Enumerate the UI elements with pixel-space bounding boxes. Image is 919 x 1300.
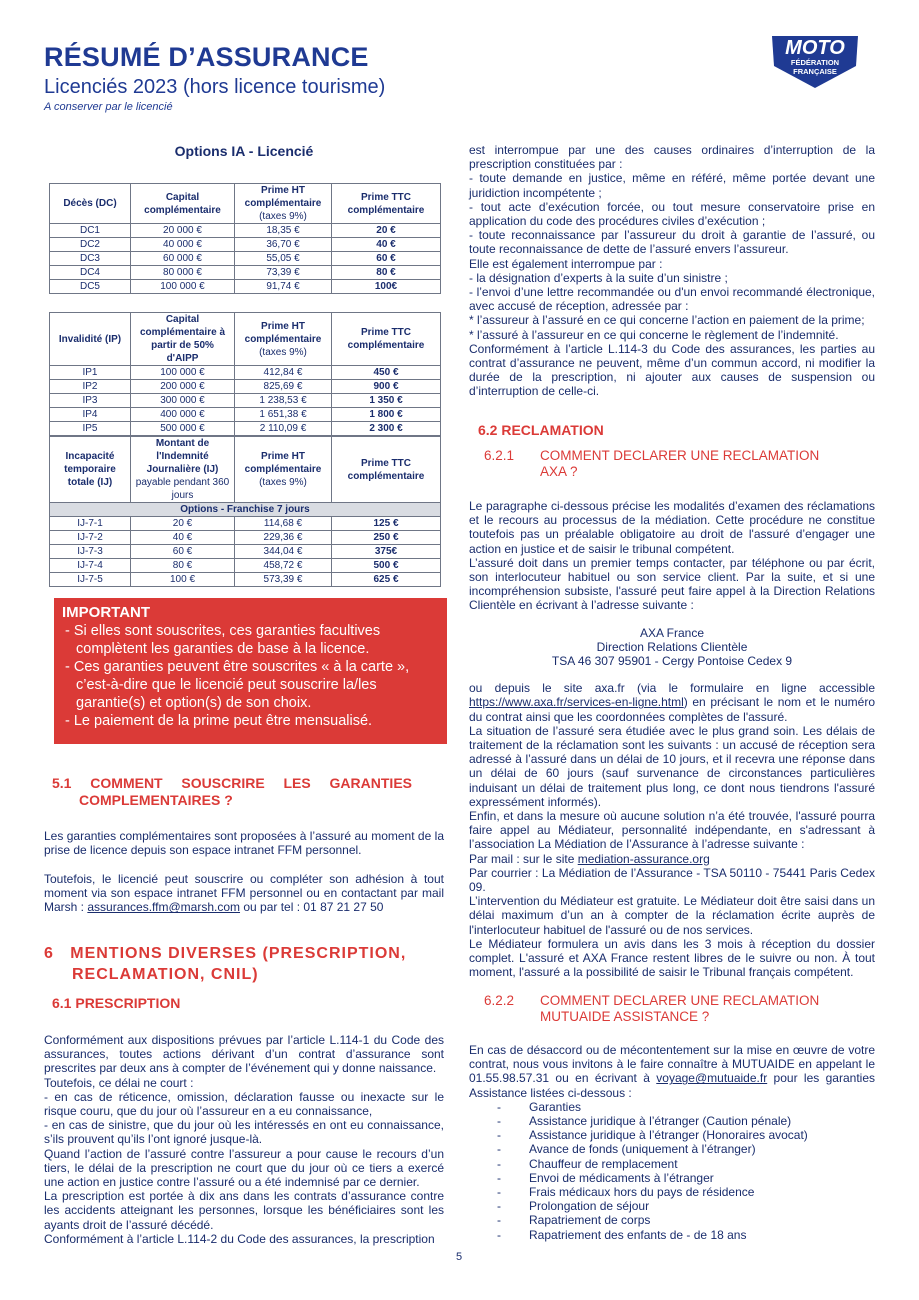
mutuaide-email-link[interactable]: voyage@mutuaide.fr [656, 1071, 768, 1086]
franchise-bar: Options - Franchise 7 jours [50, 503, 441, 517]
deces-table [49, 183, 441, 294]
mediation-link[interactable]: mediation-assurance.org [577, 851, 710, 866]
list-item: - Frais médicaux hors du pays de résidence [497, 1185, 755, 1200]
keep-note: A conserver par le licencié [44, 101, 173, 113]
col-header: Montant de l'Indemnité Journalière (IJ) payable pendant 360 jours [131, 437, 235, 503]
table-row: IP3 300 000 € 1 238,53 € 1 350 € [50, 394, 441, 408]
col-header: Prime TTC complémentaire [332, 184, 441, 224]
important-item: - Le paiement de la prime peut être mensualisé. [65, 713, 373, 729]
incapacite-table [49, 436, 441, 587]
section-5-1-p1: Les garanties complémentaires sont proposées à l’assuré au moment de la prise de licence depuis son espace intranet FFM personnel. [44, 829, 444, 858]
section-6-2-2-number: 6.2.2 [484, 993, 515, 1008]
table-row: IP4 400 000 € 1 651,38 € 1 800 € [50, 408, 441, 422]
section-6-2-2-heading: COMMENT DECLARER UNE RECLAMATION MUTUAIDE ASSISTANCE ? [540, 993, 820, 1024]
list-item: - Garanties [497, 1099, 582, 1114]
table-row: IJ-7-3 60 € 344,04 € 375€ [50, 545, 441, 559]
logo-word: MOTO [785, 37, 845, 59]
table-row: IJ-7-1 20 € 114,68 € 125 € [50, 517, 441, 531]
section-6-2-heading: 6.2 RECLAMATION [478, 422, 604, 438]
table-row: DC3 60 000 € 55,05 € 60 € [50, 252, 441, 266]
list-item: - Assistance juridique à l’étranger (Honoraires avocat) [497, 1128, 808, 1143]
reclamation-axa-text: Le paragraphe ci-dessous précise les modalités d’examen des réclamations et le recours au processus de la médiation. Cette procédure ne constitue toutefois pas un préalable obligatoire au droit de l'assuré d’engager une action en justice et de saisir le tribunal compétent. L’assuré doit dans un premier temps contacter, par téléphone ou par écrit, son interlocuteur habituel ou son service client. Par la suite, et si une incompréhension subsiste, l'assuré peut faire appel à la Direction Relations Clientèle en écrivant à l’adresse suivante : AXA France Direction Relations Clientèle TSA 46 307 95901 - Cergy Pontoise Cedex 9 ou depuis le site axa.fr (via le formulaire en ligne accessible https://www.axa.fr/services-en-ligne.html) en précisant le nom et le numéro du contrat ainsi que les coordonnées complètes de l'assuré. La situation de l’assuré sera étudiée avec le plus grand soin. Les délais de traitement de la réclamation sont les suivants : un accusé de réception sera adressé à l’assuré dans un délai de 10 jours, et il recevra une réponse dans un délai de 60 jours (sauf survenance de circonstances particulières induisant un délai de traitement plus long, ce dont nous tiendrons l'assuré expressément informés). Enfin, et dans la mesure où aucune solution n’a été trouvée, l'assuré pourra faire appel au Médiateur, personnalité indépendante, en s'adressant à l’association La Médiation de l’Assurance à l’adresse suivante : Par mail : sur le site mediation-assurance.org Par courrier : La Médiation de l’Assurance - TSA 50110 - 75441 Paris Cedex 09. L’intervention du Médiateur est gratuite. Le Médiateur doit être saisi dans un délai maximum d’un an à compter de la réclamation écrite auprès de l'interlocuteur habituel de l'assuré ou de nos services. Le Médiateur formulera un avis dans les 3 mois à réception du dossier complet. L'assuré et AXA France restent libres de le suivre ou non. À tout moment, l'assuré a la possibilité de saisir le Tribunal français compétent. [469, 499, 875, 980]
document-subtitle: Licenciés 2023 (hors licence tourisme) [44, 76, 386, 98]
list-item: - Rapatriement des enfants de - de 18 ans [497, 1227, 747, 1242]
col-header: Incapacité temporaire totale (IJ) [50, 437, 131, 503]
reclamation-mutuaide-text: En cas de désaccord ou de mécontentement sur la mise en œuvre de votre contrat, nous vous invitons à le faire connaître à MUTUAIDE en appelant le 01.55.98.57.31 ou en écrivant à voyage@mutuaide.fr pour les garanties Assistance listées ci-dessous : - Garanties - Assistance juridique à l’étranger (Caution pénale) - Assistance juridique à l’étranger (Honoraires avocat) - Avance de fonds (uniquement à l’étranger) - Chauffeur de remplacement - Envoi de médicaments à l’étranger - Frais médicaux hors du pays de résidence - Prolongation de séjour - Rapatriement de corps - Rapatriement des enfants de - de 18 ans [469, 1043, 875, 1242]
options-title: Options IA - Licencié [174, 143, 314, 159]
logo-line2: FRANÇAISE [793, 67, 837, 76]
col-header: Prime TTC complémentaire [332, 437, 441, 503]
table-row: IJ-7-4 80 € 458,72 € 500 € [50, 559, 441, 573]
table-row: DC1 20 000 € 18,35 € 20 € [50, 224, 441, 238]
document-title: RÉSUMÉ D’ASSURANCE [44, 42, 369, 72]
table-row: IJ-7-5 100 € 573,39 € 625 € [50, 573, 441, 587]
list-item: - Avance de fonds (uniquement à l’étranger) [497, 1142, 756, 1157]
important-heading: IMPORTANT [62, 604, 151, 621]
section-5-1-p2: Toutefois, le licencié peut souscrire ou compléter son adhésion à tout moment via son espace intranet FFM personnel ou en contactant par mail Marsh : assurances.ffm@marsh.com ou par tel : 01 87 21 27 50 [44, 872, 444, 915]
col-header: Prime HT complémentaire (taxes 9%) [235, 313, 332, 366]
col-header: Prime HT complémentaire (taxes 9%) [235, 437, 332, 503]
axa-online-link[interactable]: https://www.axa.fr/services-en-ligne.html [469, 695, 684, 710]
marsh-email-link[interactable]: assurances.ffm@marsh.com [87, 900, 241, 915]
table-row: IJ-7-2 40 € 229,36 € 250 € [50, 531, 441, 545]
invalidite-table [49, 312, 441, 436]
table-row: DC2 40 000 € 36,70 € 40 € [50, 238, 441, 252]
col-header: Capital complémentaire à partir de 50% d'AIPP [131, 313, 235, 366]
logo-line1: FÉDÉRATION [790, 58, 840, 67]
page-number: 5 [456, 1251, 463, 1263]
table-row: IP2 200 000 € 825,69 € 900 € [50, 380, 441, 394]
col-header: Prime TTC complémentaire [332, 313, 441, 366]
prescription-continued: est interrompue par une des causes ordinaires d’interruption de la prescription constituées par : - toute demande en justice, même en référé, même portée devant une juridiction incompétente ; - tout acte d’exécution forcée, ou tout mesure conservatoire prise en application du code des procédures civiles d’exécution ; - toute reconnaissance par l’assureur du droit à garantie de l’assuré, ou toute reconnaissance de dette de l’assuré envers l’assureur. Elle est également interrompue par : - la désignation d’experts à la suite d’un sinistre ; - l’envoi d’une lettre recommandée ou d'un envoi recommandé électronique, avec accusé de réception, adressée par : * l’assureur à l’assuré en ce qui concerne l’action en paiement de la prime; * l’assuré à l’assureur en ce qui concerne le règlement de l’indemnité. Conformément à l’article L.114-3 du Code des assurances, les parties au contrat d’assurance ne peuvent, même d’un commun accord, ni modifier la durée de la prescription, ni ajouter aux causes de suspension ou d’interruption de celle-ci. [469, 143, 875, 399]
important-box [54, 598, 447, 744]
col-header: Capital complémentaire [131, 184, 235, 224]
assistance-list [469, 1100, 875, 1242]
section-6-heading: 6 MENTIONS DIVERSES (PRESCRIPTION, RECLAMATION, CNIL) [44, 945, 407, 983]
col-header: Décès (DC) [50, 184, 131, 224]
list-item: - Rapatriement de corps [497, 1213, 651, 1228]
table-row: DC4 80 000 € 73,39 € 80 € [50, 266, 441, 280]
list-item: - Chauffeur de remplacement [497, 1156, 678, 1171]
section-6-1-heading: 6.1 PRESCRIPTION [52, 995, 181, 1011]
table-row: DC5 100 000 € 91,74 € 100€ [50, 280, 441, 294]
table-row: IP5 500 000 € 2 110,09 € 2 300 € [50, 422, 441, 436]
list-item: - Envoi de médicaments à l’étranger [497, 1170, 714, 1185]
section-6-2-1-number: 6.2.1 [484, 448, 515, 463]
section-5-1-heading: 5.1 COMMENT SOUSCRIRE LES GARANTIES COMPLEMENTAIRES ? [52, 775, 412, 808]
important-item: - Si elles sont souscrites, ces garanties facultives complètent les garanties de base à la licence. [65, 623, 381, 657]
list-item: - Prolongation de séjour [497, 1199, 650, 1214]
important-item: - Ces garanties peuvent être souscrites « à la carte », c’est-à-dire que le licencié peut souscrire la/les garantie(s) et option(s) de son choix. [65, 659, 410, 711]
section-6-2-1-heading: COMMENT DECLARER UNE RECLAMATION AXA ? [540, 448, 820, 479]
ffm-logo [770, 32, 860, 90]
table-row: IP1 100 000 € 412,84 € 450 € [50, 366, 441, 380]
col-header: Invalidité (IP) [50, 313, 131, 366]
col-header: Prime HT complémentaire (taxes 9%) [235, 184, 332, 224]
list-item: - Assistance juridique à l’étranger (Caution pénale) [497, 1114, 792, 1129]
prescription-text: Conformément aux dispositions prévues par l’article L.114-1 du Code des assurances, toutes actions dérivant d’un contrat d’assurance sont prescrites par deux ans à compter de l’événement qui y donne naissance. Toutefois, ce délai ne court : - en cas de réticence, omission, déclaration fausse ou inexacte sur le risque couru, que du jour où l’assureur en a eu connaissance, - en cas de sinistre, que du jour où les intéressés en ont eu connaissance, s’ils prouvent qu’ils l’ont ignoré jusque-là. Quand l’action de l’assuré contre l’assureur a pour cause le recours d’un tiers, le délai de la prescription ne court que du jour où ce tiers a exercé une action en justice contre l’assuré ou a été indemnisé par ce dernier. La prescription est portée à dix ans dans les contrats d’assurance contre les accidents atteignant les personnes, lorsque les bénéficiaires sont les ayants droit de l’assuré décédé. Conformément à l’article L.114-2 du Code des assurances, la prescription [44, 1033, 444, 1246]
